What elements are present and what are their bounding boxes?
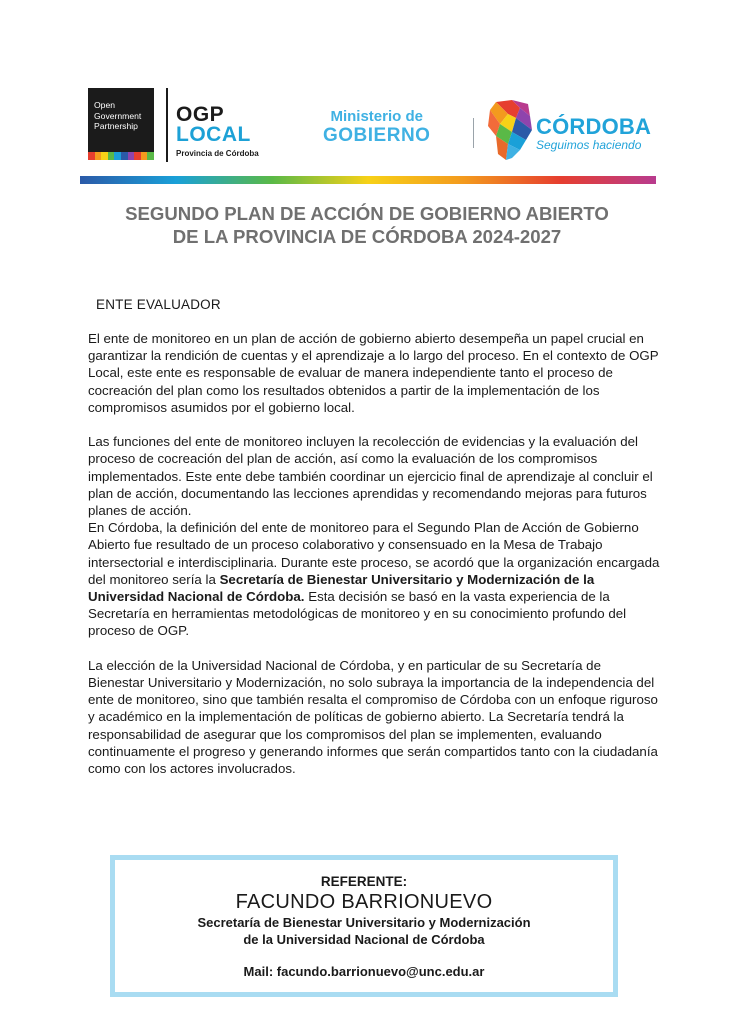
document-title (60, 202, 674, 248)
logo-separator (473, 118, 474, 148)
referente-org-line1: Secretaría de Bienestar Universitario y Modernización (197, 915, 531, 930)
paragraph-3-bold: Secretaría de Bienestar Universitario y Modernización de la Universidad Nacional de Córdoba. (88, 571, 595, 605)
ogp-stripe (88, 152, 95, 160)
referente-mail: Mail: facundo.barrionuevo@unc.edu.ar (243, 964, 485, 979)
ogp-stripe (114, 152, 121, 160)
title-line1: SEGUNDO PLAN DE ACCIÓN DE GOBIERNO ABIERTO (125, 203, 609, 224)
ogp-local-line3: Provincia de Córdoba (176, 149, 259, 158)
ogp-stripe (147, 152, 154, 160)
ogp-stripe (134, 152, 141, 160)
paragraph-1: El ente de monitoreo en un plan de acción de gobierno abierto desempeña un papel crucial en garantizar la rendición de cuentas y el aprendizaje a lo largo del proceso. En el contexto de OGP Local, este ente es responsable de evaluar de manera independiente tanto el proceso de cocreación del plan como los resultados obtenidos a partir de la implementación de los compromisos asumidos por el gobierno local. (88, 331, 659, 415)
referente-org-line2: de la Universidad Nacional de Córdoba (243, 932, 485, 947)
ogp-local-line2: LOCAL (176, 123, 251, 146)
section-heading: ENTE EVALUADOR (96, 297, 221, 312)
referente-label: REFERENTE: (320, 874, 408, 889)
referente-name: FACUNDO BARRIONUEVO (235, 891, 493, 913)
ogp-local-line1: OGP (176, 103, 225, 126)
title-line2: DE LA PROVINCIA DE CÓRDOBA 2024-2027 (172, 226, 562, 247)
cordoba-tagline: Seguimos haciendo (536, 138, 642, 152)
open-government-partnership-logo (88, 88, 154, 160)
paragraph-4: La elección de la Universidad Nacional de Córdoba, y en particular de su Secretaría de Bienestar Universitario y Modernización, no solo subraya la importancia de la independencia del ente de monitoreo, sino que también resalta el compromiso de Córdoba con un enfoque riguroso y académico en la implementación de políticas de gobierno abierto. La Secretaría tendrá la responsabilidad de asegurar que los compromisos del plan se implementen, evaluando continuamente el progreso y generando informes que serán compartidos tanto con la ciudadanía como con los actores involucrados. (88, 657, 658, 777)
ogp-stripe (121, 152, 128, 160)
ogp-stripe (101, 152, 108, 160)
paragraph-3-start: En Córdoba, la definición del ente de monitoreo para el Segundo Plan de Acción de Gobierno Abierto fue resultado de un proceso colaborativo y consensuado en la Mesa de Trabajo intersectorial e interdisciplinaria. Durante este proceso, se acordó que la organización encargada del monitoreo sería la (88, 520, 660, 587)
paragraph-2: Las funciones del ente de monitoreo incluyen la recolección de evidencias y la evaluación del proceso de cocreación del plan de acción, así como la evaluación de los compromisos implementados. Este ente debe también coordinar un ejercicio final de aprendizaje al concluir el plan de acción, documentando las lecciones aprendidas y recomendando mejoras para futuros planes de acción. (88, 434, 653, 519)
ogp-logo-stripes (88, 152, 154, 160)
ogp-stripe (128, 152, 135, 160)
ministerio-gobierno-logo (323, 108, 430, 147)
multicolor-divider-bar (80, 176, 656, 184)
body-text (88, 330, 660, 777)
ogp-stripe (108, 152, 115, 160)
ogp-logo-text: Open Government Partnership (94, 100, 142, 131)
paragraph-3-end: Esta decisión se basó en la vasta experiencia de la Secretaría en herramientas metodológicas de monitoreo y en su conocimiento profundo del proceso de OGP. (88, 589, 627, 639)
ogp-stripe (95, 152, 102, 160)
referente-box (110, 855, 618, 997)
cordoba-name: CÓRDOBA (536, 114, 652, 139)
header-logos (88, 88, 668, 164)
ogp-local-logo (166, 88, 268, 162)
paragraph-3 (88, 519, 660, 639)
cordoba-province-map-icon (486, 100, 534, 162)
ministerio-line2: GOBIERNO (323, 125, 431, 146)
ogp-stripe (141, 152, 148, 160)
cordoba-logo-text (536, 116, 651, 152)
ministerio-line1: Ministerio de (330, 108, 423, 125)
